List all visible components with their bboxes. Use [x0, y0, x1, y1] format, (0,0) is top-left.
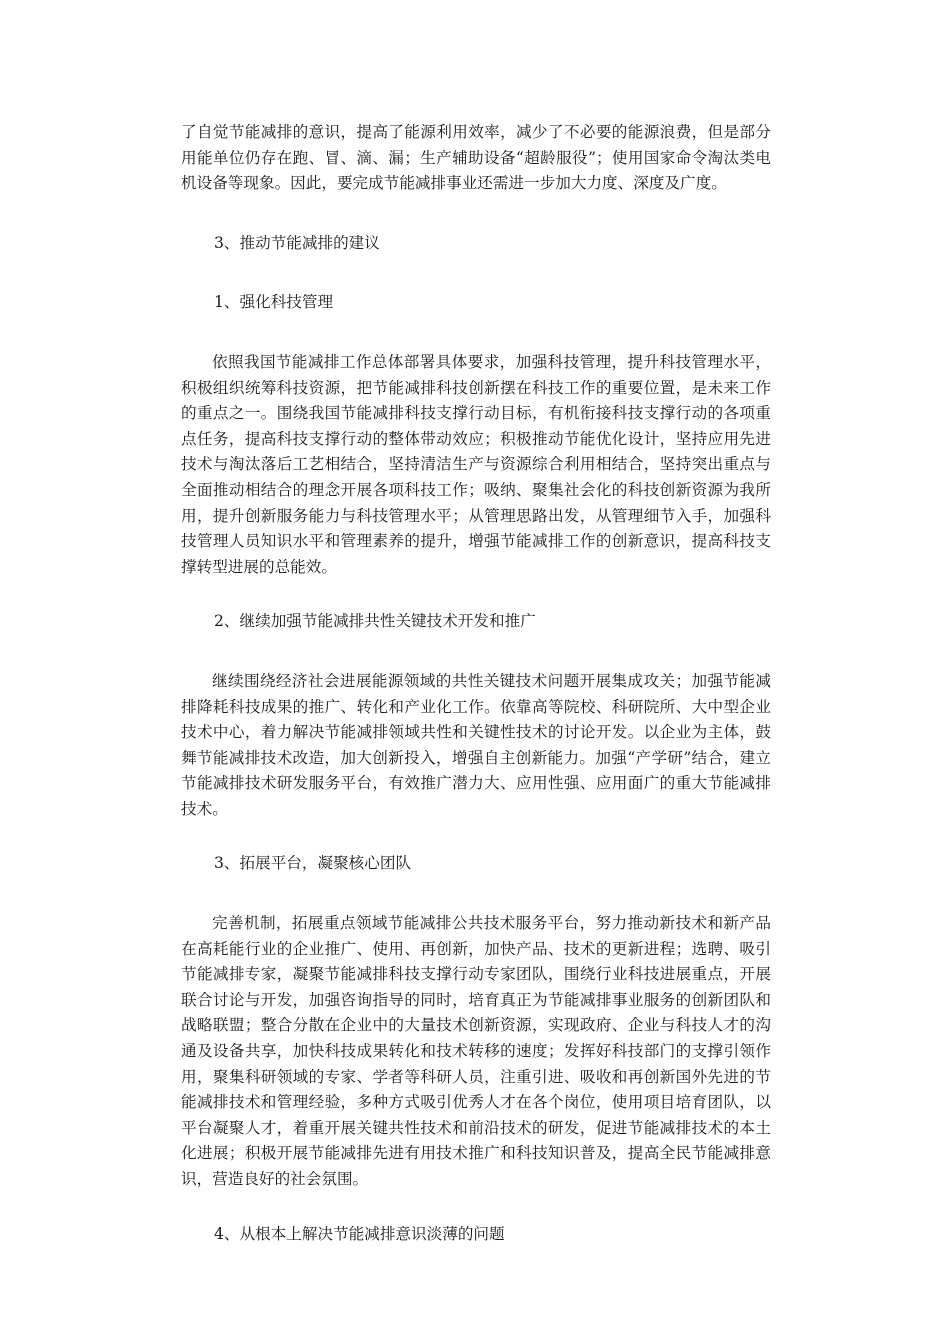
- spacer: [181, 1193, 771, 1222]
- spacer: [181, 877, 771, 911]
- spacer: [181, 256, 771, 290]
- item-body-2: 继续围绕经济社会进展能源领域的共性关键技术问题开展集成攻关；加强节能减排降耗科技成果的推广、转化和产业化工作。依靠高等院校、科研院所、大中型企业技术中心，着力解决节能减排领域共性和关键性技术的讨论开发。以企业为主体，鼓舞节能减排技术改造，加大创新投入，增强自主创新能力。加强“产学研”结合，建立节能减排技术研发服务平台，有效推广潜力大、应用性强、应用面广的重大节能减排技术。: [181, 671, 771, 818]
- item-body-1: 依照我国节能减排工作总体部署具体要求，加强科技管理，提升科技管理水平，积极组织统筹科技资源，把节能减排科技创新摆在科技工作的重要位置，是未来工作的重点之一。围绕我国节能减排科技支撑行动目标，有机衔接科技支撑行动的各项重点任务，提高科技支撑行动的整体带动效应；积极推动节能优化设计，坚持应用先进技术与淘汰落后工艺相结合，坚持清洁生产与资源综合利用相结合，坚持突出重点与全面推动相结合的理念开展各项科技工作；吸纳、聚集社会化的科技创新资源为我所用，提升创新服务能力与科技管理水平；从管理思路出发，从管理细节入手，加强科技管理人员知识水平和管理素养的提升，增强节能减排工作的创新意识，提高科技支撑转型进展的总能效。: [181, 352, 771, 576]
- item-heading-4: 4、从根本上解决节能减排意识淡薄的问题: [214, 1224, 505, 1243]
- item-body-3: 完善机制，拓展重点领域节能减排公共技术服务平台，努力推动新技术和新产品在高耗能行业的企业推广、使用、再创新，加快产品、技术的更新进程；选聘、吸引节能减排专家，凝聚节能减排科技支撑行动专家团队，围绕行业科技进展重点，开展联合讨论与开发，加强咨询指导的同时，培育真正为节能减排事业服务的创新团队和战略联盟；整合分散在企业中的大量技术创新资源，实现政府、企业与科技人才的沟通及设备共享，加快科技成果转化和技术转移的速度；发挥好科技部门的支撑引领作用，聚集科研领域的专家、学者等科研人员，注重引进、吸收和再创新国外先进的节能减排技术和管理经验，多种方式吸引优秀人才在各个岗位，使用项目培育团队，以平台凝聚人才，着重开展关键共性技术和前沿技术的研发，促进节能减排技术的本土化进展；积极开展节能减排先进有用技术推广和科技知识普及，提高全民节能减排意识，营造良好的社会氛围。: [181, 914, 771, 1188]
- document-page: [181, 120, 771, 1247]
- spacer: [181, 197, 771, 231]
- item-heading-1: 1、强化科技管理: [214, 293, 334, 312]
- spacer: [181, 635, 771, 669]
- section-heading: 3、推动节能减排的建议: [214, 233, 380, 252]
- item-heading-2: 2、继续加强节能减排共性关键技术开发和推广: [214, 612, 536, 631]
- item-heading-3: 3、拓展平台，凝聚核心团队: [214, 854, 412, 873]
- spacer: [181, 822, 771, 851]
- intro-paragraph: 了自觉节能减排的意识，提高了能源利用效率，减少了不必要的能源浪费，但是部分用能单位仍存在跑、冒、滴、漏；生产辅助设备“超龄服役”；使用国家命令淘汰类电机设备等现象。因此，要完成节能减排事业还需进一步加大力度、深度及广度。: [181, 123, 771, 193]
- spacer: [181, 580, 771, 609]
- spacer: [181, 316, 771, 350]
